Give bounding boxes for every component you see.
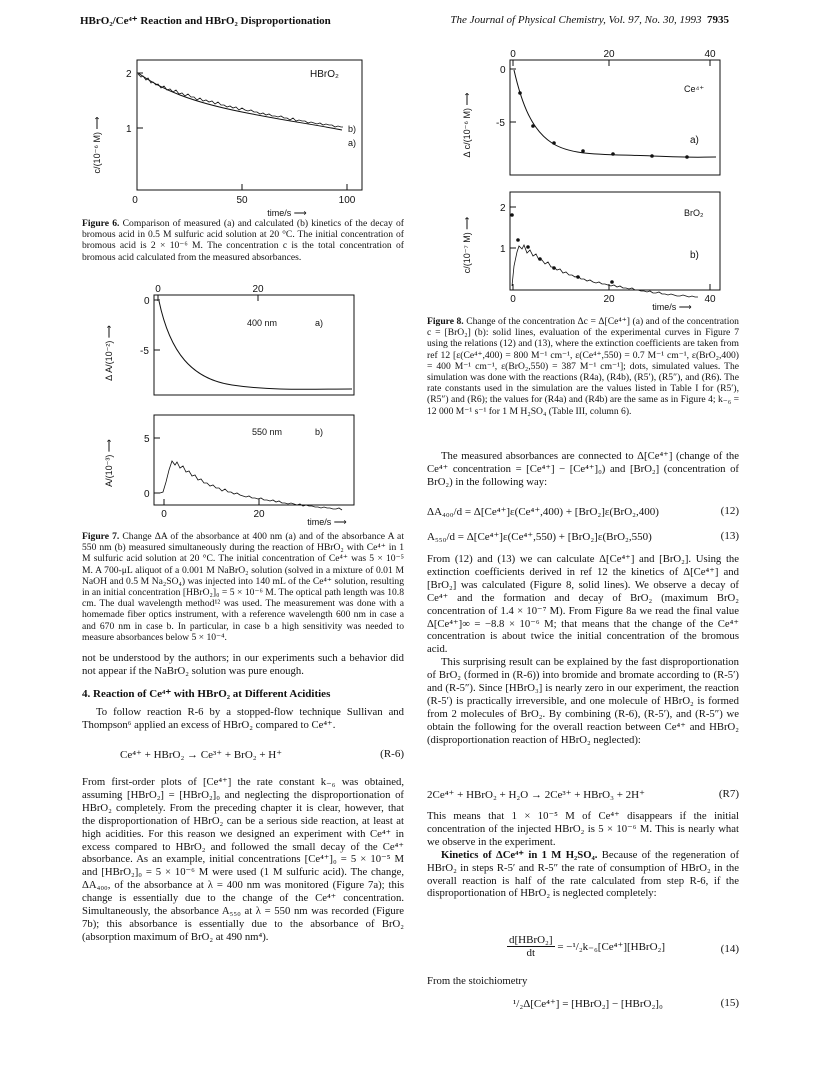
fig7a-xtick-label-20: 20	[252, 284, 264, 295]
fig8b-frame	[510, 192, 720, 290]
fig7a-frame	[154, 295, 354, 395]
right-paragraph-2: From (12) and (13) we can calculate Δ[Ce⁴⁺] and [BrO₂]. Using the extinction coefficients derived in ref 12 the kinetics of Δ[Ce⁴⁺] and [BrO₂] was calculated (Figure 8, solid lines). We observe a decay of Ce⁴⁺ and the formation and decay of BrO₂ (maximum BrO₂ concentration of 1.4 × 10⁻⁷ M). From Figure 8a we read the final value Δ[Ce⁴⁺]∞ = −8.8 × 10⁻⁶ M; that means that the change of the Ce⁴⁺ concentration is about twice the initial concentration of the bromous acid.	[427, 553, 739, 656]
equation-14-numerator: d[HBrO₂]	[509, 934, 553, 946]
fig8b-legend: BrO₂	[684, 208, 704, 218]
equation-r7	[427, 788, 739, 801]
figure-7-plot	[82, 283, 382, 528]
figure-7-caption-text: Change ΔA of the absorbance at 400 nm (a) and of the absorbance A at 550 nm (b) measured simultaneously during the reaction of HBrO₂ with Ce⁴⁺ in 1 M sulfuric acid solution at 20 °C. The initial concentration of Ce⁴⁺ was 5 × 10⁻⁵ M. A 700-μL aliquot of a 0.001 M NaBrO₂ solution (solved in a mixture of 0.01 M NaOH and 0.5 M Na₂SO₄) was injected into 140 mL of the Ce⁴⁺ solution, resulting in an initial concentration [HBrO₂]₀ = 5 × 10⁻⁶ M. The optical path length was 10.8 cm. The dual wavelength method¹² was used. The measurement was done with a homemade fiber optics instrument, with a reference wavelength 600 nm in case a and 670 nm in case b. In particular, in case b a high sensitivity was needed to measure absorbances below 5 × 10⁻⁴.	[82, 531, 404, 643]
equation-13-body: A₅₅₀/d = Δ[Ce⁴⁺]ε(Ce⁴⁺,550) + [BrO₂]ε(BrO₂,550)	[427, 531, 652, 543]
equation-r-6-body: Ce⁴⁺ + HBrO₂ → Ce³⁺ + BrO₂ + H⁺	[120, 749, 283, 761]
fig8a-point	[685, 155, 689, 159]
right-paragraph-5	[427, 849, 739, 901]
figure-8	[452, 50, 742, 310]
fig8a-point	[611, 152, 615, 156]
section-heading-4: 4. Reaction of Ce⁴⁺ with HBrO₂ at Different Acidities	[82, 688, 331, 700]
equation-14-number: (14)	[720, 943, 739, 955]
equation-12	[427, 505, 739, 518]
fig8a-ytick-label-0: 0	[500, 65, 506, 76]
fig8b-point	[552, 266, 556, 270]
equation-14	[427, 934, 739, 959]
fig6-ytick-label-1: 1	[126, 124, 132, 135]
fig6-curve-measured	[138, 74, 343, 127]
fig8a-xtick-label-0: 0	[510, 49, 516, 60]
running-head-left: HBrO₂/Ce⁴⁺ Reaction and HBrO₂ Disproportionation	[80, 15, 331, 27]
fig8b-point	[526, 245, 530, 249]
fig8b-point	[516, 238, 520, 242]
fig7b-xtick-label-20: 20	[253, 509, 265, 520]
figure-6-plot	[82, 50, 382, 220]
fig6-xtick-label-0: 0	[132, 195, 138, 206]
fig6-curve-calculated	[138, 73, 342, 130]
equation-r-6	[120, 748, 404, 761]
figure-6	[82, 50, 382, 220]
fig6-xtick-label-50: 50	[236, 195, 248, 206]
fig6-ylabel: c/(10⁻⁶ M) ⟶	[92, 116, 102, 174]
fig7a-ytick-label-neg5: -5	[140, 346, 149, 357]
fig8b-xtick-label-20: 20	[603, 294, 615, 305]
equation-14-fraction	[507, 934, 555, 959]
figure-8-caption-label: Figure 8.	[427, 316, 464, 327]
journal-citation: The Journal of Physical Chemistry, Vol. 97, No. 30, 1993	[450, 14, 702, 26]
fig7b-ytick-label-5: 5	[144, 434, 150, 445]
fig7b-label: b)	[315, 427, 324, 437]
fig7a-legend: 400 nm	[247, 318, 278, 328]
left-column-text-2	[82, 706, 404, 732]
equation-14-rhs: = −¹/₂k₋₆[Ce⁴⁺][HBrO₂]	[557, 941, 666, 953]
right-paragraph-1: The measured absorbances are connected to Δ[Ce⁴⁺] (change of the Ce⁴⁺ concentration = [Ce⁴⁺] − [Ce⁴⁺]₀) and [BrO₂] (concentration of BrO₂) in the following way:	[427, 450, 739, 488]
fig8b-label: b)	[690, 250, 699, 261]
right-column-text-2	[427, 553, 739, 747]
fig8-xlabel: time/s ⟶	[652, 302, 692, 312]
right-paragraph-5-text: Because of the regeneration of HBrO₂ in steps R-5′ and R-5″ the rate of consumption of HBrO₂ in the overall reaction is half of the rate calculated from step R-6, if the disproportionation of HBrO₂ is neglected completely:	[427, 848, 739, 900]
equation-12-number: (12)	[720, 505, 739, 517]
fig8a-xtick-label-20: 20	[603, 49, 615, 60]
fig8a-legend: Ce⁴⁺	[684, 84, 705, 94]
right-paragraph-3: This surprising result can be explained by the fast disproportionation of BrO₂ (formed in (R-6)) into bromide and bromate according to (R-5′) and (R-5″). Since [HBrO₃] is nearly zero in our experiment, the reaction (R-5′) is practically irreversible, and one molecule of HBrO₂ is formed from 2 molecules of BrO₂. By combining (R-6), (R-5′), and (R-5″) we obtain the following for the overall reaction between Ce⁴⁺ and HBrO₂ (disproportionation reaction of HBrO₂ neglected):	[427, 656, 739, 746]
figure-6-caption-label: Figure 6.	[82, 218, 120, 229]
equation-r7-body: 2Ce⁴⁺ + HBrO₂ + H₂O → 2Ce³⁺ + HBrO₃ + 2H⁺	[427, 789, 645, 801]
fig8a-point	[552, 141, 556, 145]
fig8a-label: a)	[690, 135, 699, 146]
fig8b-xtick-label-40: 40	[704, 294, 716, 305]
fig8b-ytick-label-1: 1	[500, 244, 506, 255]
right-paragraph-4: This means that 1 × 10⁻⁵ M of Ce⁴⁺ disappears if the initial concentration of the injected HBrO₂ is 5 × 10⁻⁶ M. This is nearly what we observe in the experiment.	[427, 810, 739, 848]
kinetics-run-in-heading: Kinetics of ΔCe⁴⁺ in 1 M H₂SO₄.	[441, 848, 598, 861]
page-number: 7935	[707, 14, 729, 26]
figure-8-caption-text: Change of the concentration Δc = Δ[Ce⁴⁺] (a) and of the concentration c = [BrO₂] (b): solid lines, evaluation of the experimental curves in Figure 7 using the relations (12) and (13), where the extinction coefficients are taken from ref 12 [ε(Ce⁴⁺,400) = 800 M⁻¹ cm⁻¹, ε(Ce⁴⁺,550) = 0.7 M⁻¹ cm⁻¹, ε(BrO₂,400) = 400 M⁻¹ cm⁻¹, ε(BrO₂,550) = 387 M⁻¹ cm⁻¹]; dots, simulated values. The simulation was done with the reactions (R4a), (R4b), (R5′), (R5″), and (R6). The rate constants used in the simulation are the values listed in Table I for (R5′), (R5″) and (R6); the values for (R4a) and (R4b) are the same as in Figure 4; k₋₆ = 12 000 M⁻¹ s⁻¹ for 1 M H₂SO₄ (Table III, column 6).	[427, 316, 739, 417]
left-paragraph-2: To follow reaction R-6 by a stopped-flow technique Sullivan and Thompson⁶ applied an excess of HBrO₂ compared to Ce⁴⁺.	[82, 706, 404, 731]
fig7b-curve	[160, 461, 342, 510]
equation-15	[427, 997, 739, 1010]
equation-14-denominator: dt	[526, 947, 536, 959]
fig8a-point	[531, 124, 535, 128]
fig8a-xtick-label-40: 40	[704, 49, 716, 60]
fig8b-point	[510, 213, 514, 217]
fig8a-point	[581, 149, 585, 153]
equation-r-6-number: (R-6)	[380, 748, 404, 760]
figure-6-caption-text: Comparison of measured (a) and calculated (b) kinetics of the decay of bromous acid in 0.5 M sulfuric acid solution at 20 °C. The initial concentration of bromous acid is 2 × 10⁻⁶ M. The concentration c is the total concentration of bromous acid calculated from the measured absorbances.	[82, 218, 404, 263]
fig7a-xtick-label-0: 0	[155, 284, 161, 295]
left-column-text-3	[82, 776, 404, 944]
figure-7-caption-label: Figure 7.	[82, 531, 120, 542]
right-column-text-3	[427, 810, 739, 900]
equation-r7-number: (R7)	[718, 788, 739, 800]
fig8b-xtick-label-0: 0	[510, 294, 516, 305]
equation-15-number: (15)	[720, 997, 739, 1009]
right-column-text-1	[427, 450, 739, 489]
fig7b-ylabel: A/(10⁻³) ⟶	[104, 439, 114, 487]
fig6-xlabel: time/s ⟶	[267, 208, 307, 218]
right-paragraph-6: From the stoichiometry	[427, 975, 528, 987]
left-paragraph-1: not be understood by the authors; in our experiments such a behavior did not appear if the NaBrO₂ solution was pure enough.	[82, 652, 404, 677]
right-column-text-4	[427, 975, 739, 988]
fig7b-xtick-label-0: 0	[161, 509, 167, 520]
fig8a-point	[518, 91, 522, 95]
fig7a-curve	[159, 301, 352, 389]
running-head-right	[450, 14, 729, 26]
figure-6-caption	[82, 218, 404, 263]
fig7a-ytick-label-0: 0	[144, 296, 150, 307]
figure-7-caption	[82, 531, 404, 643]
fig8a-point	[650, 154, 654, 158]
equation-12-body: ΔA₄₀₀/d = Δ[Ce⁴⁺]ε(Ce⁴⁺,400) + [BrO₂]ε(BrO₂,400)	[427, 506, 659, 518]
fig6-ytick-label-2: 2	[126, 69, 132, 80]
left-column-text-1	[82, 652, 404, 678]
fig7b-ytick-label-0: 0	[144, 489, 150, 500]
fig6-curve-label-b: b)	[348, 124, 357, 134]
fig6-legend: HBrO₂	[310, 69, 339, 80]
equation-14-body	[507, 934, 665, 959]
equation-13-number: (13)	[720, 530, 739, 542]
equation-13	[427, 530, 739, 543]
fig8b-point	[538, 257, 542, 261]
figure-7	[82, 283, 382, 528]
left-paragraph-3: From first-order plots of [Ce⁴⁺] the rate constant k₋₆ was obtained, assuming [HBrO₂] = [HBrO₂]₀ and neglecting the disproportionation of HBrO₂ completely. From the preceding chapter it is clear, however, that the disproportionation of HBrO₂ can be a serious side reaction, at least at high acidities. For this reason we designed an experiment with Ce⁴⁺ in excess compared to HBrO₂ and followed the small decay of the Ce⁴⁺ absorbance. As an example, initial concentrations [Ce⁴⁺]₀ = 5 × 10⁻⁵ M and [HBrO₂]₀ = 5 × 10⁻⁶ M were used (1 M sulfuric acid). The change, ΔA₄₀₀, of the absorbance at λ = 400 nm was monitored (Figure 7a); this change is essentially due to the change of the Ce⁴⁺ concentration. Simultaneously, the absorbance A₅₅₀ at λ = 550 nm was recorded (Figure 7b); this absorbance is essentially due to the absorbance of BrO₂ (absorption maximum of BrO₂ at 490 nm⁴).	[82, 776, 404, 943]
fig8a-ytick-label-neg5: -5	[496, 118, 505, 129]
fig8b-point	[610, 280, 614, 284]
equation-15-body: ¹/₂Δ[Ce⁴⁺] = [HBrO₂] − [HBrO₂]₀	[513, 998, 663, 1010]
fig8b-ylabel: c/(10⁻⁷ M) ⟶	[462, 216, 472, 274]
figure-8-caption	[427, 316, 739, 417]
fig7-xlabel: time/s ⟶	[307, 517, 347, 527]
figure-8-plot	[452, 50, 742, 310]
fig6-xtick-label-100: 100	[338, 195, 356, 206]
fig7a-ylabel: Δ A/(10⁻²) ⟶	[104, 325, 114, 381]
fig8b-ytick-label-2: 2	[500, 203, 506, 214]
fig8b-point	[576, 275, 580, 279]
fig8a-ylabel: Δ c/(10⁻⁶ M) ⟶	[462, 92, 472, 158]
fig6-curve-label-a: a)	[348, 138, 357, 148]
fig8b-curve	[512, 245, 698, 297]
fig7b-legend: 550 nm	[252, 427, 283, 437]
fig7a-label: a)	[315, 318, 324, 328]
